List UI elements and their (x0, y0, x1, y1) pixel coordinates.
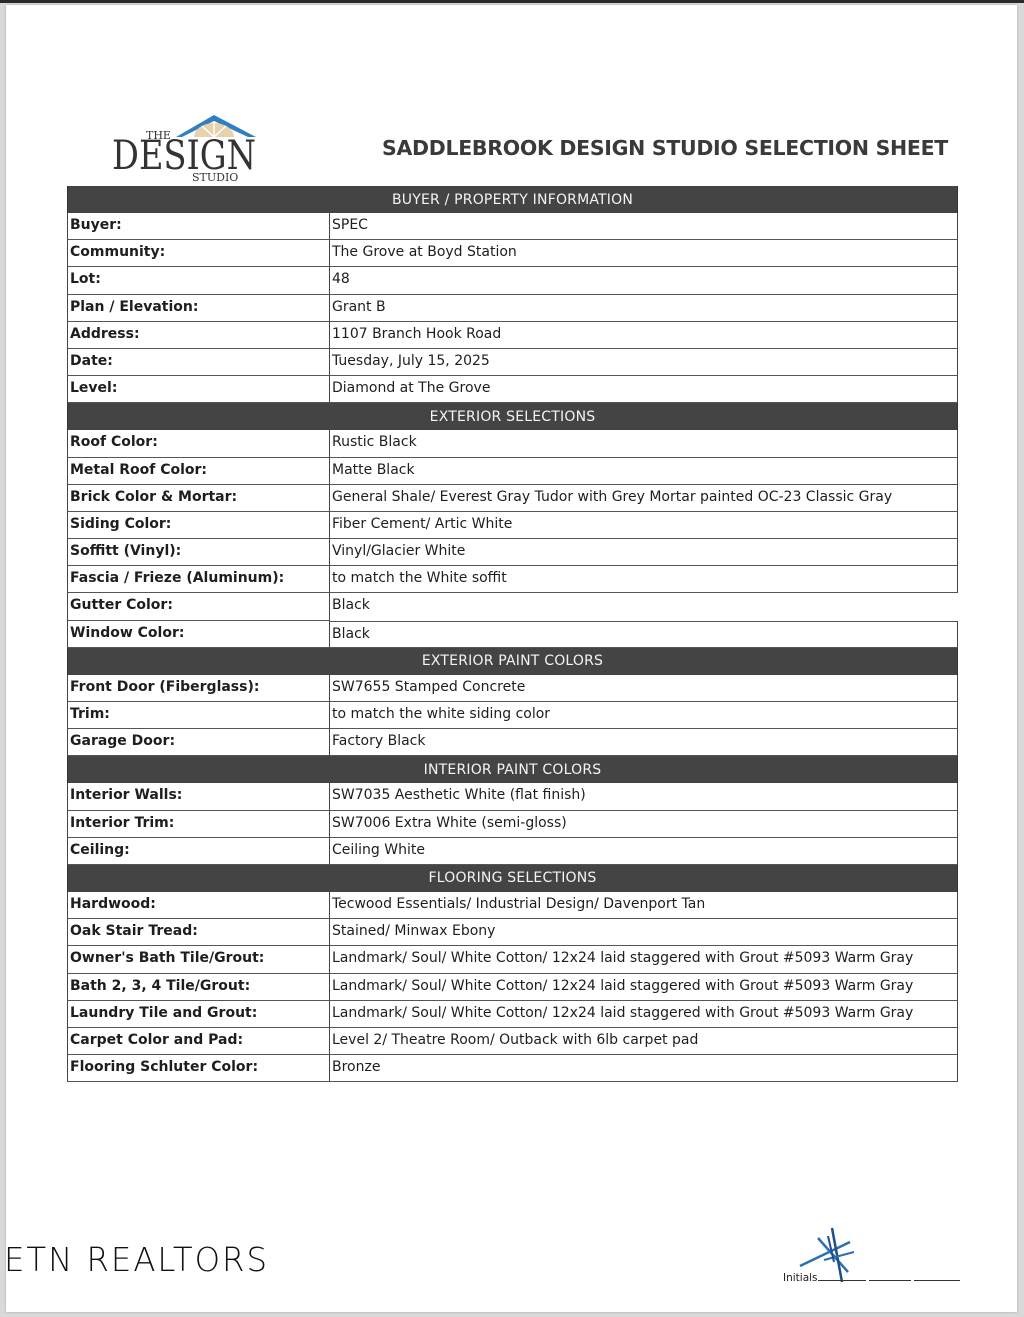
table-row (67, 485, 958, 512)
row-value: Bronze (330, 1055, 958, 1082)
row-value: to match the white siding color (330, 702, 958, 729)
row-value: Factory Black (330, 729, 958, 756)
row-label: Metal Roof Color: (67, 458, 330, 485)
table-row (67, 267, 958, 294)
row-label: Interior Walls: (67, 783, 330, 810)
row-label: Flooring Schluter Color: (67, 1055, 330, 1082)
row-label: Buyer: (67, 213, 330, 240)
row-label: Lot: (67, 267, 330, 294)
table-row (67, 702, 958, 729)
row-label: Hardwood: (67, 892, 330, 919)
page-title: SADDLEBROOK DESIGN STUDIO SELECTION SHEET (382, 136, 948, 160)
initials-line-3 (914, 1272, 960, 1281)
table-row (67, 729, 958, 756)
table-row (67, 566, 958, 593)
table-row (67, 838, 958, 865)
table-row (67, 349, 958, 376)
row-value: Diamond at The Grove (330, 376, 958, 403)
row-value: SW7655 Stamped Concrete (330, 675, 958, 702)
table-row (67, 892, 958, 919)
row-label: Oak Stair Tread: (67, 919, 330, 946)
table-row (67, 1055, 958, 1082)
row-value: Fiber Cement/ Artic White (330, 512, 958, 539)
table-row (67, 783, 958, 810)
table-row (67, 376, 958, 403)
row-value: Black (330, 621, 958, 648)
row-label: Owner's Bath Tile/Grout: (67, 946, 330, 973)
row-label: Bath 2, 3, 4 Tile/Grout: (67, 974, 330, 1001)
table-row (67, 430, 958, 457)
row-value: SW7035 Aesthetic White (flat finish) (330, 783, 958, 810)
row-label: Date: (67, 349, 330, 376)
row-label: Fascia / Frieze (Aluminum): (67, 566, 330, 593)
row-label: Front Door (Fiberglass): (67, 675, 330, 702)
row-label: Brick Color & Mortar: (67, 485, 330, 512)
table-row (67, 458, 958, 485)
section-header: FLOORING SELECTIONS (67, 865, 958, 892)
table-row (67, 593, 958, 620)
table-row (67, 974, 958, 1001)
row-value: Black (332, 597, 370, 614)
row-label: Gutter Color: (67, 593, 330, 620)
row-label: Soffitt (Vinyl): (67, 539, 330, 566)
row-value: to match the White soffit (330, 566, 958, 593)
table-row (67, 1001, 958, 1028)
row-value: Rustic Black (330, 430, 958, 457)
logo-the: THE (146, 129, 171, 142)
watermark-etn-realtors: ETN REALTORS (4, 1240, 269, 1279)
initials-label: Initials (783, 1272, 818, 1284)
row-value: SPEC (330, 213, 958, 240)
row-value: Landmark/ Soul/ White Cotton/ 12x24 laid staggered with Grout #5093 Warm Gray (330, 1001, 958, 1028)
row-value: SW7006 Extra White (semi-gloss) (330, 811, 958, 838)
row-value: The Grove at Boyd Station (330, 240, 958, 267)
row-label: Community: (67, 240, 330, 267)
section-header: INTERIOR PAINT COLORS (67, 756, 958, 783)
table-row (67, 621, 958, 648)
row-label: Plan / Elevation: (67, 295, 330, 322)
table-row (67, 213, 958, 240)
row-label: Siding Color: (67, 512, 330, 539)
design-studio-logo (110, 113, 260, 183)
row-label: Interior Trim: (67, 811, 330, 838)
row-value: 1107 Branch Hook Road (330, 322, 958, 349)
section-header: EXTERIOR SELECTIONS (67, 403, 958, 430)
logo-studio: STUDIO (192, 171, 239, 183)
row-label: Trim: (67, 702, 330, 729)
table-row (67, 512, 958, 539)
row-label: Window Color: (67, 621, 330, 648)
row-label: Garage Door: (67, 729, 330, 756)
window-top-edge (0, 0, 1024, 3)
selection-sheet-table (67, 186, 958, 1082)
logo-design: DESIGN (112, 133, 256, 179)
row-label: Laundry Tile and Grout: (67, 1001, 330, 1028)
initials-line-2 (869, 1272, 911, 1281)
row-value: Landmark/ Soul/ White Cotton/ 12x24 laid staggered with Grout #5093 Warm Gray (330, 974, 958, 1001)
table-row (67, 919, 958, 946)
initials-line-1 (818, 1272, 866, 1281)
row-label: Roof Color: (67, 430, 330, 457)
table-row (67, 295, 958, 322)
row-value: Ceiling White (330, 838, 958, 865)
table-row (67, 1028, 958, 1055)
row-value: Tecwood Essentials/ Industrial Design/ Davenport Tan (330, 892, 958, 919)
row-value: Tuesday, July 15, 2025 (330, 349, 958, 376)
row-label: Address: (67, 322, 330, 349)
table-row (67, 539, 958, 566)
section-header: EXTERIOR PAINT COLORS (67, 648, 958, 675)
table-row (67, 240, 958, 267)
table-row (67, 946, 958, 973)
row-value: Level 2/ Theatre Room/ Outback with 6lb carpet pad (330, 1028, 958, 1055)
row-label: Level: (67, 376, 330, 403)
row-value: Matte Black (330, 458, 958, 485)
row-value: Vinyl/Glacier White (330, 539, 958, 566)
row-value: 48 (330, 267, 958, 294)
row-label: Ceiling: (67, 838, 330, 865)
row-value: Landmark/ Soul/ White Cotton/ 12x24 laid staggered with Grout #5093 Warm Gray (330, 946, 958, 973)
table-row (67, 811, 958, 838)
initials-field[interactable] (783, 1272, 960, 1284)
row-value: Grant B (330, 295, 958, 322)
table-row (67, 322, 958, 349)
section-header: BUYER / PROPERTY INFORMATION (67, 186, 958, 213)
table-row (67, 675, 958, 702)
row-value: Stained/ Minwax Ebony (330, 919, 958, 946)
row-value: General Shale/ Everest Gray Tudor with Grey Mortar painted OC-23 Classic Gray (330, 485, 958, 512)
row-label: Carpet Color and Pad: (67, 1028, 330, 1055)
